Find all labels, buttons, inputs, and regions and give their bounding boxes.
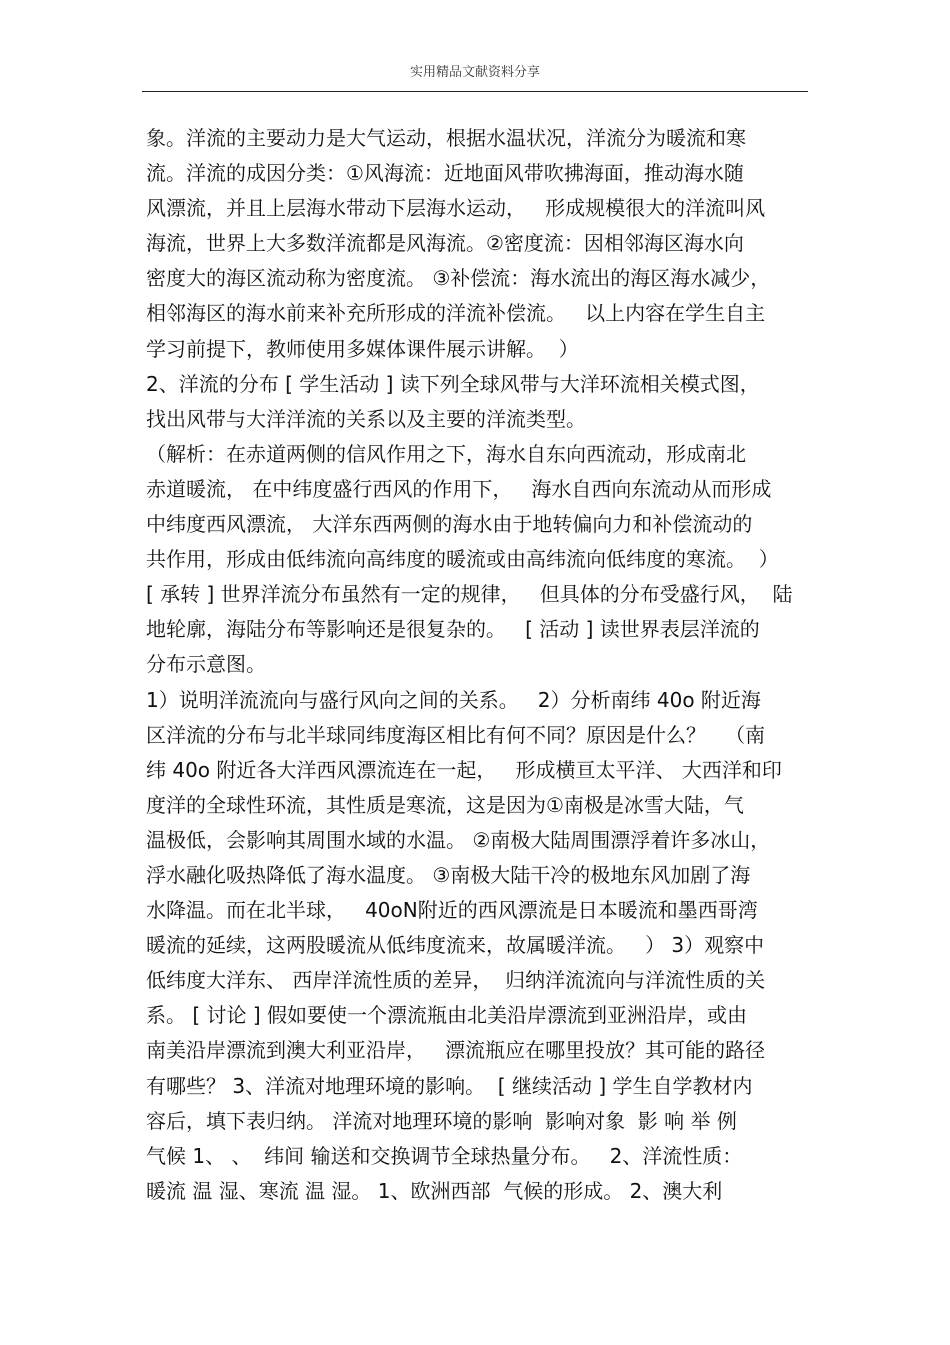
- text-line: 2、洋流的分布 [ 学生活动 ] 读下列全球风带与大洋环流相关模式图，: [146, 371, 760, 396]
- text-line: 象。洋流的主要动力是大气运动，根据水温状况，洋流分为暖流和寒: [146, 126, 746, 150]
- text-line: 水降温。而在北半球， 40oN附近的西风漂流是日本暖流和墨西哥湾: [146, 898, 758, 923]
- text-line: 气候 1、 、 纬间 输送和交换调节全球热量分布。 2、洋流性质：: [146, 1143, 743, 1168]
- text-line: 中纬度西风漂流， 大洋东西两侧的海水由于地转偏向力和补偿流动的: [146, 512, 753, 537]
- text-line: 相邻海区的海水前来补充所形成的洋流补偿流。 以上内容在学生自主: [146, 301, 766, 326]
- text-line: 学习前提下，教师使用多媒体课件展示讲解。 ）: [146, 336, 579, 361]
- text-line: 1）说明洋流流向与盛行风向之间的关系。 2）分析南纬 40o 附近海: [146, 687, 761, 712]
- text-line: 度洋的全球性环流，其性质是寒流，这是因为①南极是冰雪大陆，气: [146, 792, 744, 817]
- text-line: 共作用，形成由低纬流向高纬度的暖流或由高纬流向低纬度的寒流。 ）: [146, 547, 779, 572]
- text-line: 纬 40o 附近各大洋西风漂流连在一起， 形成横亘太平洋、 大西洋和印: [146, 757, 782, 782]
- text-line: 区洋流的分布与北半球同纬度海区相比有何不同？原因是什么？ （南: [146, 722, 766, 747]
- document-body: [146, 121, 810, 1209]
- text-line: 容后，填下表归纳。 洋流对地理环境的影响 影响对象 影 响 举 例: [146, 1108, 737, 1133]
- text-line: 密度大的海区流动称为密度流。 ③补偿流：海水流出的海区海水减少，: [146, 266, 771, 291]
- text-line: 有哪些？ 3、洋流对地理环境的影响。 [ 继续活动 ] 学生自学教材内: [146, 1073, 753, 1098]
- text-line: [ 承转 ] 世界洋流分布虽然有一定的规律， 但具体的分布受盛行风， 陆: [146, 582, 793, 607]
- text-line: 赤道暖流， 在中纬度盛行西风的作用下， 海水自西向东流动从而形成: [146, 476, 772, 501]
- text-line: 风漂流，并且上层海水带动下层海水运动， 形成规模很大的洋流叫风: [146, 196, 766, 221]
- text-line: 找出风带与大洋洋流的关系以及主要的洋流类型。: [146, 406, 586, 431]
- text-line: 海流，世界上大多数洋流都是风海流。②密度流：因相邻海区海水向: [146, 231, 744, 256]
- page-header: 实用精品文献资料分享: [409, 65, 540, 80]
- text-line: 温极低，会影响其周围水域的水温。 ②南极大陆周围漂浮着许多冰山，: [146, 827, 771, 852]
- text-line: 分布示意图。: [146, 652, 266, 677]
- text-line: 暖流 温 湿、寒流 温 湿。 1、欧洲西部 气候的形成。 2、澳大利: [146, 1178, 723, 1203]
- text-line: 南美沿岸漂流到澳大利亚沿岸， 漂流瓶应在哪里投放？其可能的路径: [146, 1038, 766, 1063]
- text-line: 浮水融化吸热降低了海水温度。 ③南极大陆干冷的极地东风加剧了海: [146, 862, 751, 887]
- text-line: 低纬度大洋东、 西岸洋流性质的差异， 归纳洋流流向与洋流性质的关: [146, 968, 766, 993]
- text-line: 系。 [ 讨论 ] 假如要使一个漂流瓶由北美沿岸漂流到亚洲沿岸，或由: [146, 1003, 748, 1028]
- header-divider: [142, 91, 808, 92]
- text-line: 暖流的延续，这两股暖流从低纬度流来，故属暖洋流。 ） 3）观察中: [146, 933, 765, 958]
- text-line: 地轮廓，海陆分布等影响还是很复杂的。 [ 活动 ] 读世界表层洋流的: [146, 617, 760, 642]
- text-line: （解析：在赤道两侧的信风作用之下，海水自东向西流动，形成南北: [146, 441, 746, 466]
- text-line: 流。洋流的成因分类：①风海流：近地面风带吹拂海面，推动海水随: [146, 161, 744, 186]
